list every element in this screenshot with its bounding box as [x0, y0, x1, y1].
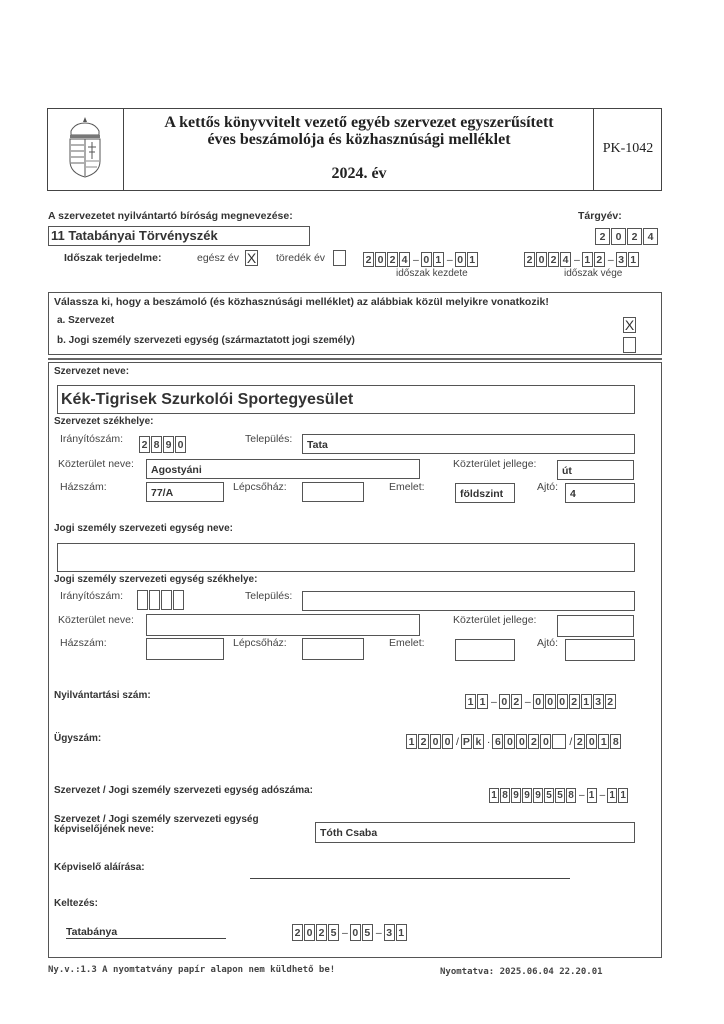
partial-year-checkbox[interactable]	[333, 250, 346, 266]
digit: 0	[516, 734, 527, 749]
partial-year-label: töredék év	[276, 252, 326, 264]
dating-label: Keltezés:	[54, 898, 98, 909]
digit: 0	[533, 694, 544, 709]
digit	[161, 590, 172, 610]
footer-notice: Ny.v.:1.3 A nyomtatvány papír alapon nem küldhető be!	[48, 965, 336, 975]
digit: 1	[467, 252, 478, 267]
digit: 0	[421, 252, 432, 267]
option-a-checkbox[interactable]: X	[624, 317, 635, 333]
org-name-label: Szervezet neve:	[54, 366, 130, 377]
unit-seat-label: Jogi személy szervezeti egység székhelye:	[54, 574, 258, 585]
digit: 2	[574, 734, 585, 749]
org-city-field[interactable]	[302, 434, 635, 454]
digit: 3	[384, 924, 395, 941]
unit-stair-value	[303, 643, 307, 655]
digit: 3	[593, 694, 604, 709]
digit: 2	[387, 252, 398, 267]
representative-label-line2: képviselőjének neve:	[54, 824, 155, 835]
digit: 0	[611, 228, 626, 245]
unit-house-label: Házszám:	[60, 637, 107, 649]
digit: 1	[581, 694, 592, 709]
org-door-field[interactable]	[565, 483, 635, 503]
digit: 0	[499, 694, 510, 709]
full-year-checkbox[interactable]: X	[246, 250, 257, 266]
digit: 2	[605, 694, 616, 709]
digit	[149, 590, 160, 610]
court-value: 11 Tatabányai Törvényszék	[51, 228, 218, 243]
org-zip-label: Irányítószám:	[60, 433, 124, 445]
unit-zip-label: Irányítószám:	[60, 590, 124, 602]
signature-label: Képviselő aláírása:	[54, 862, 145, 873]
digit: 5	[555, 788, 565, 803]
org-house-value: 77/A	[151, 487, 174, 499]
digit: 1	[607, 788, 617, 803]
org-street-type-value: út	[562, 465, 572, 477]
digit: 9	[522, 788, 532, 803]
org-floor-field[interactable]	[455, 483, 515, 503]
org-street-label: Közterület neve:	[58, 458, 134, 470]
tax-label: Szervezet / Jogi személy szervezeti egység adószáma:	[54, 785, 314, 796]
period-end-field[interactable]: 2 0 2 4 – 1 2 – 3 1	[524, 252, 640, 267]
digit: 1	[598, 734, 609, 749]
digit: 2	[595, 228, 610, 245]
full-year-label: egész év	[197, 252, 240, 264]
digit: k	[473, 734, 484, 749]
slash: /	[456, 735, 459, 748]
digit: 2	[627, 228, 642, 245]
tax-field[interactable]: 1 8 9 9 9 5 5 8 – 1 – 1 1	[489, 788, 629, 803]
unit-floor-field[interactable]	[455, 639, 515, 661]
digit: 0	[545, 694, 556, 709]
org-house-field[interactable]	[146, 482, 224, 502]
org-street-field[interactable]	[146, 459, 420, 479]
digit: 8	[151, 436, 162, 453]
org-street-type-field[interactable]	[557, 460, 634, 480]
digit: 1	[489, 788, 499, 803]
org-street-value: Agostyáni	[151, 464, 202, 476]
divider	[48, 358, 662, 360]
org-floor-label: Emelet:	[389, 481, 425, 493]
digit: 1	[406, 734, 417, 749]
case-field[interactable]	[406, 734, 622, 749]
org-seat-label: Szervezet székhelye:	[54, 416, 154, 427]
unit-door-label: Ajtó:	[537, 637, 559, 649]
digit: 4	[560, 252, 571, 267]
digit: 8	[566, 788, 576, 803]
org-zip-field[interactable]	[139, 436, 187, 453]
digit: 3	[616, 252, 627, 267]
applies-to-box	[48, 292, 662, 355]
digit: 0	[442, 734, 453, 749]
court-label: A szervezetet nyilvántartó bíróság megnevezése:	[48, 210, 293, 222]
digit: 0	[586, 734, 597, 749]
option-a-label: a. Szervezet	[57, 315, 115, 326]
registration-label: Nyilvántartási szám:	[54, 690, 151, 701]
digit: 0	[540, 734, 551, 749]
unit-street-value	[147, 619, 151, 631]
org-floor-value: földszint	[460, 488, 504, 500]
unit-floor-value	[456, 644, 460, 656]
form-code: PK-1042	[602, 141, 654, 156]
digit: 0	[175, 436, 186, 453]
period-label: Időszak terjedelme:	[64, 252, 162, 264]
digit: 5	[328, 924, 339, 941]
signature-line[interactable]	[250, 878, 570, 879]
registration-field[interactable]: 1 1 – 0 2 – 0 0 0 2 1 3 2	[465, 694, 617, 709]
period-start-label: időszak kezdete	[396, 268, 468, 279]
unit-street-type-value	[558, 620, 562, 632]
digit: 1	[618, 788, 628, 803]
unit-street-field[interactable]	[146, 614, 420, 636]
unit-door-field[interactable]	[565, 639, 635, 661]
digit: 0	[350, 924, 361, 941]
unit-house-value	[147, 643, 151, 655]
org-street-type-label: Közterület jellege:	[453, 458, 537, 470]
period-start-field[interactable]: 2 0 2 4 – 0 1 – 0 1	[363, 252, 479, 267]
org-stair-label: Lépcsőház:	[233, 481, 287, 493]
digit: 0	[430, 734, 441, 749]
org-name-field[interactable]	[57, 385, 635, 414]
digit	[173, 590, 184, 610]
form-year: 2024. év	[331, 165, 387, 182]
representative-label-line1: Szervezet / Jogi személy szervezeti egység	[54, 814, 259, 825]
unit-house-field[interactable]	[146, 638, 224, 660]
subject-year-label: Tárgyév:	[578, 210, 622, 222]
header-box	[47, 108, 662, 191]
unit-city-label: Település:	[245, 590, 293, 602]
digit: 2	[548, 252, 559, 267]
unit-door-value	[566, 644, 570, 656]
digit: 2	[139, 436, 150, 453]
org-stair-field[interactable]	[302, 482, 364, 502]
unit-floor-label: Emelet:	[389, 637, 425, 649]
period-end-label: időszak vége	[564, 268, 623, 279]
digit: 2	[528, 734, 539, 749]
digit: 1	[582, 252, 593, 267]
digit: 2	[594, 252, 605, 267]
dot: ·	[486, 735, 491, 748]
digit: 2	[363, 252, 374, 267]
unit-stair-field[interactable]	[302, 638, 364, 660]
digit: 0	[557, 694, 568, 709]
org-house-label: Házszám:	[60, 481, 107, 493]
org-city-label: Település:	[245, 433, 293, 445]
unit-name-label: Jogi személy szervezeti egység neve:	[54, 523, 233, 534]
dating-place-value: Tatabánya	[66, 926, 118, 938]
digit: 0	[375, 252, 386, 267]
org-door-label: Ajtó:	[537, 481, 559, 493]
option-b-label: b. Jogi személy szervezeti egység (származtatott jogi személy)	[57, 335, 355, 346]
digit: 0	[304, 924, 315, 941]
digit: 1	[587, 788, 597, 803]
applies-to-question: Válassza ki, hogy a beszámoló (és közhasznúsági melléklet) az alábbiak közül melyikre vonatkozik!	[54, 296, 549, 308]
digit: 2	[418, 734, 429, 749]
digit: 8	[610, 734, 621, 749]
digit: 8	[500, 788, 510, 803]
digit: 1	[628, 252, 639, 267]
footer-printed: Nyomtatva: 2025.06.04 22.20.01	[440, 967, 603, 977]
digit: 0	[536, 252, 547, 267]
digit: 1	[396, 924, 407, 941]
form-title	[124, 114, 594, 148]
digit: 2	[316, 924, 327, 941]
digit: 2	[292, 924, 303, 941]
digit: 9	[533, 788, 543, 803]
digit: 4	[399, 252, 410, 267]
digit: 9	[163, 436, 174, 453]
option-b-checkbox[interactable]	[623, 337, 636, 353]
court-field[interactable]	[48, 226, 310, 246]
representative-label	[54, 815, 259, 835]
unit-name-field[interactable]	[57, 543, 635, 572]
unit-city-value	[303, 596, 307, 608]
digit: 2	[524, 252, 535, 267]
representative-name-field[interactable]	[315, 822, 635, 843]
form-code-cell	[593, 109, 662, 190]
digit: 0	[455, 252, 466, 267]
case-label: Ügyszám:	[54, 733, 102, 744]
digit: 2	[511, 694, 522, 709]
slash: /	[569, 735, 573, 748]
digit: 9	[511, 788, 521, 803]
coat-of-arms-cell	[48, 109, 124, 190]
digit: P	[462, 735, 470, 748]
unit-city-field[interactable]	[302, 591, 635, 611]
dating-date-field[interactable]: 2 0 2 5 – 0 5 – 3 1	[292, 924, 408, 941]
unit-street-type-label: Közterület jellege:	[453, 614, 537, 626]
form-title-line2: éves beszámolója és közhasznúsági melléklet	[207, 131, 511, 148]
representative-name-value: Tóth Csaba	[320, 827, 378, 839]
subject-year-field[interactable]	[595, 228, 659, 245]
digit: 5	[544, 788, 554, 803]
digit: 6	[492, 734, 503, 749]
org-name-value: Kék-Tigrisek Szurkolói Sportegyesület	[61, 391, 354, 408]
digit: 1	[477, 694, 488, 709]
unit-street-type-field[interactable]	[557, 615, 634, 637]
digit: 0	[504, 734, 515, 749]
unit-zip-field[interactable]	[137, 590, 185, 610]
digit: 1	[433, 252, 444, 267]
unit-stair-label: Lépcsőház:	[233, 637, 287, 649]
digit: 5	[362, 924, 373, 941]
unit-street-label: Közterület neve:	[58, 614, 134, 626]
digit	[137, 590, 148, 610]
form-title-line1: A kettős könyvvitelt vezető egyéb szervezet egyszerűsített	[164, 114, 554, 131]
digit: 4	[643, 228, 658, 245]
dating-place-field[interactable]	[66, 922, 226, 939]
org-stair-value	[303, 487, 307, 499]
org-city-value: Tata	[307, 439, 328, 451]
digit	[552, 734, 566, 749]
org-door-value: 4	[570, 488, 576, 500]
coat-of-arms-icon	[65, 117, 105, 179]
digit: 2	[569, 694, 580, 709]
digit: 1	[465, 694, 476, 709]
